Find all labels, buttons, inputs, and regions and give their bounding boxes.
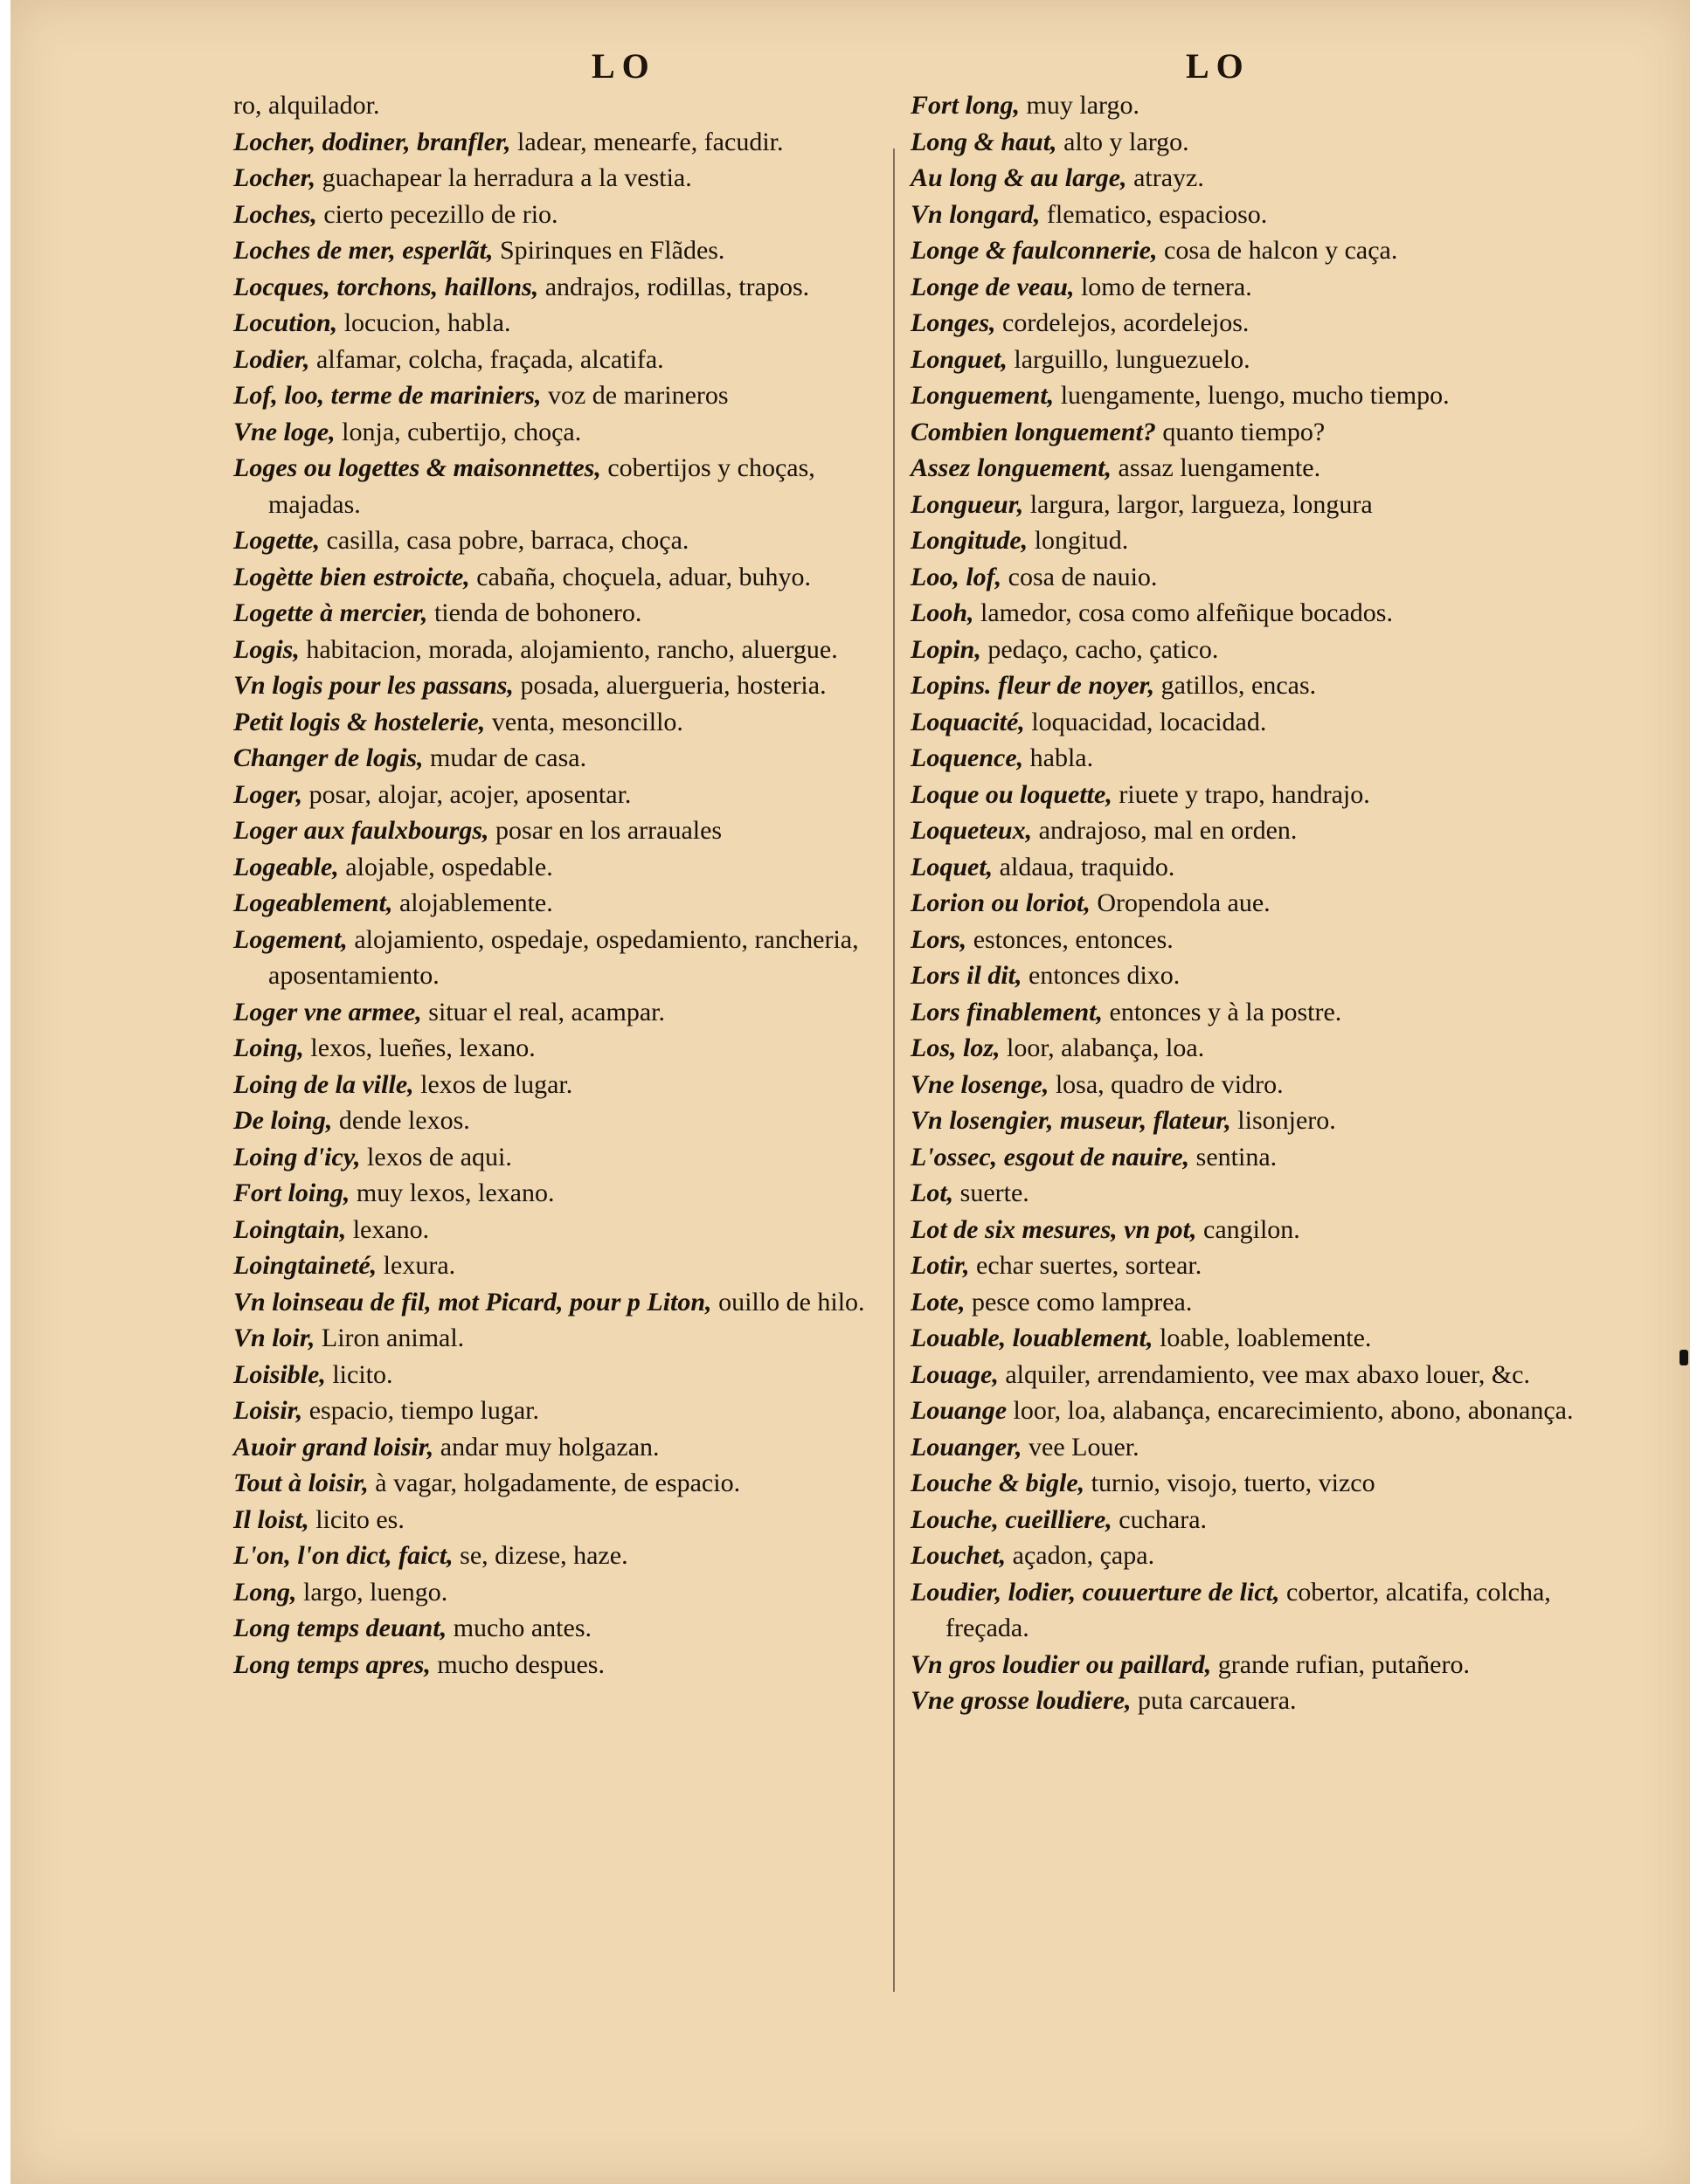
entry-definition: loor, alabança, loa. <box>1000 1033 1205 1062</box>
entry-term: Loisir, <box>233 1396 303 1425</box>
right-column <box>911 87 1575 1719</box>
dictionary-entry <box>233 1574 897 1611</box>
entry-definition: Liron animal. <box>315 1324 465 1352</box>
entry-term: Lof, loo, terme de mariniers, <box>233 381 542 410</box>
dictionary-entry <box>233 740 897 777</box>
entry-definition: cobertor, alcatifa, colcha, freçada. <box>945 1577 1551 1642</box>
entry-term: Loing d'icy, <box>233 1142 361 1171</box>
entry-term: Long & haut, <box>911 127 1057 156</box>
dictionary-entry <box>233 849 897 886</box>
entry-definition: lexura. <box>377 1251 456 1280</box>
entry-definition: atrayz. <box>1126 163 1204 192</box>
entry-term: Vn loinseau de fil, mot Picard, pour p Liton, <box>233 1287 712 1317</box>
dictionary-entry <box>233 559 897 596</box>
dictionary-entry <box>911 1102 1575 1139</box>
dictionary-entry <box>911 1067 1575 1103</box>
entry-term: Lopin, <box>911 634 981 664</box>
dictionary-entry <box>233 197 897 233</box>
entry-term: Au long & au large, <box>911 163 1127 192</box>
entry-definition: habla. <box>1023 743 1094 772</box>
dictionary-entry <box>233 704 897 741</box>
dictionary-entry <box>233 812 897 849</box>
entry-term: Lopins. fleur de noyer, <box>911 671 1155 700</box>
entry-term: Loisible, <box>233 1359 326 1389</box>
dictionary-entry <box>911 342 1575 378</box>
dictionary-entry <box>233 124 897 161</box>
entry-term: Loger aux faulxbourgs, <box>233 816 489 845</box>
dictionary-entry <box>233 232 897 269</box>
entry-definition: largura, largor, largueza, longura <box>1023 489 1373 519</box>
dictionary-entry <box>911 87 1575 124</box>
dictionary-entry <box>233 1610 897 1647</box>
entry-definition: voz de marineros <box>541 381 729 410</box>
entry-definition: lisonjero. <box>1230 1106 1336 1135</box>
entry-term: Logement, <box>233 924 348 954</box>
column-rule <box>893 149 895 1992</box>
entry-term: Lorion ou loriot, <box>911 888 1091 917</box>
entry-term: Loing, <box>233 1033 304 1062</box>
dictionary-entry <box>911 1393 1575 1429</box>
dictionary-entry <box>233 922 897 994</box>
dictionary-entry <box>911 124 1575 161</box>
entry-term: Los, loz, <box>911 1033 1001 1062</box>
entry-term: Longuement, <box>911 381 1055 410</box>
dictionary-entry <box>911 1574 1575 1647</box>
entry-definition: lamedor, cosa como alfeñique bocados. <box>973 598 1393 627</box>
dictionary-entry <box>911 1284 1575 1321</box>
entry-definition: mucho despues. <box>430 1649 605 1679</box>
entry-term: Loquacité, <box>911 707 1025 736</box>
entry-definition: estonces, entonces. <box>966 924 1174 954</box>
entry-definition: sentina. <box>1189 1142 1278 1171</box>
entry-definition: ro, alquilador. <box>233 91 380 120</box>
entry-term: Lors finablement, <box>911 997 1104 1026</box>
dictionary-entry <box>233 377 897 414</box>
dictionary-entry <box>233 414 897 451</box>
dictionary-entry <box>233 1393 897 1429</box>
dictionary-entry <box>233 269 897 306</box>
entry-term: Louange <box>911 1396 1008 1425</box>
entry-definition: Oropendola aue. <box>1090 888 1271 917</box>
dictionary-entry <box>911 1465 1575 1502</box>
running-head-left: LO <box>592 46 656 86</box>
entry-term: Locher, dodiner, branfler, <box>233 127 511 156</box>
dictionary-entry <box>233 1320 897 1357</box>
dictionary-entry <box>911 487 1575 523</box>
entry-term: Loingtaineté, <box>233 1251 377 1280</box>
dictionary-entry <box>233 667 897 704</box>
entry-definition: cuchara. <box>1112 1504 1208 1534</box>
entry-definition: ladear, menearfe, facudir. <box>510 127 784 156</box>
entry-definition: açadon, çapa. <box>1006 1541 1155 1570</box>
entry-term: Loger, <box>233 779 303 809</box>
entry-definition: posar en los arrauales <box>488 816 723 845</box>
entry-definition: guachapear la herradura a la vestia. <box>315 163 692 192</box>
entry-definition: ouillo de hilo. <box>711 1287 865 1317</box>
entry-definition: licito es. <box>308 1504 405 1534</box>
entry-term: Longe de veau, <box>911 272 1075 301</box>
entry-definition: andrajoso, mal en orden. <box>1032 816 1298 845</box>
entry-term: Lot, <box>911 1178 954 1207</box>
entry-definition: habitacion, morada, alojamiento, rancho, aluergue. <box>299 634 838 664</box>
entry-term: Lodier, <box>233 344 310 374</box>
dictionary-entry <box>911 1248 1575 1284</box>
entry-term: Vn gros loudier ou paillard, <box>911 1649 1212 1679</box>
entry-term: Loquet, <box>911 852 994 881</box>
entry-definition: alojable, ospedable. <box>338 852 553 881</box>
entry-term: L'on, l'on dict, faict, <box>233 1541 454 1570</box>
entry-term: Loingtain, <box>233 1214 347 1244</box>
dictionary-entry <box>233 1175 897 1212</box>
entry-definition: quanto tiempo? <box>1155 417 1326 446</box>
dictionary-entry <box>233 1102 897 1139</box>
dictionary-entry <box>233 522 897 559</box>
left-column <box>233 87 897 1683</box>
dictionary-entry <box>233 87 897 124</box>
entry-definition: locucion, habla. <box>337 308 511 337</box>
entry-definition: lomo de ternera. <box>1074 272 1252 301</box>
dictionary-entry <box>911 704 1575 741</box>
entry-definition: larguillo, lunguezuelo. <box>1007 344 1250 374</box>
entry-term: Loquence, <box>911 743 1024 772</box>
dictionary-entry <box>911 1212 1575 1248</box>
entry-definition: cangilon. <box>1196 1214 1300 1244</box>
entry-definition: largo, luengo. <box>296 1577 448 1607</box>
entry-term: Louable, louablement, <box>911 1324 1153 1352</box>
entry-term: Louanger, <box>911 1432 1022 1462</box>
dictionary-entry <box>233 1248 897 1284</box>
entry-term: Locques, torchons, haillons, <box>233 272 539 301</box>
entry-definition: riuete y trapo, handrajo. <box>1112 779 1370 809</box>
entry-term: Longitude, <box>911 526 1029 555</box>
entry-definition: lexano. <box>346 1214 430 1244</box>
dictionary-entry <box>911 1139 1575 1176</box>
dictionary-entry <box>911 414 1575 451</box>
dictionary-entry <box>233 1030 897 1067</box>
dictionary-entry <box>233 342 897 378</box>
entry-term: Vn longard, <box>911 199 1041 229</box>
entry-definition: muy lexos, lexano. <box>350 1178 555 1207</box>
dictionary-entry <box>911 377 1575 414</box>
entry-definition: grande rufian, putañero. <box>1211 1649 1470 1679</box>
entry-term: Fort long, <box>911 91 1021 120</box>
dictionary-entry <box>911 994 1575 1031</box>
entry-definition: loable, loablemente. <box>1153 1324 1372 1352</box>
dictionary-entry <box>233 1502 897 1538</box>
dictionary-entry <box>911 559 1575 596</box>
dictionary-entry <box>911 740 1575 777</box>
entry-definition: losa, quadro de vidro. <box>1049 1069 1284 1099</box>
entry-definition: pedaço, cacho, çatico. <box>980 634 1219 664</box>
dictionary-entry <box>911 957 1575 994</box>
entry-definition: alto y largo. <box>1056 127 1189 156</box>
dictionary-entry <box>911 1683 1575 1719</box>
entry-definition: lonja, cubertijo, choça. <box>335 417 582 446</box>
entry-term: Assez longuement, <box>911 453 1112 482</box>
dictionary-entry <box>233 1465 897 1502</box>
dictionary-entry <box>233 1538 897 1574</box>
dictionary-entry <box>911 160 1575 197</box>
entry-definition: vee Louer. <box>1022 1432 1139 1462</box>
dictionary-entry <box>911 667 1575 704</box>
entry-definition: loquacidad, locacidad. <box>1024 707 1267 736</box>
entry-definition: casilla, casa pobre, barraca, choça. <box>320 526 689 555</box>
entry-term: Longe & faulconnerie, <box>911 236 1158 265</box>
entry-term: Vne grosse loudiere, <box>911 1686 1132 1715</box>
entry-term: Tout à loisir, <box>233 1469 369 1497</box>
dictionary-entry <box>911 1357 1575 1393</box>
entry-definition: aldaua, traquido. <box>993 852 1175 881</box>
dictionary-entry <box>233 632 897 668</box>
entry-definition: cordelejos, acordelejos. <box>995 308 1250 337</box>
dictionary-entry <box>233 885 897 922</box>
entry-definition: situar el real, acampar. <box>421 997 665 1026</box>
dictionary-entry <box>911 777 1575 813</box>
entry-term: Petit logis & hostelerie, <box>233 707 486 736</box>
entry-term: Longes, <box>911 308 996 337</box>
dictionary-entry <box>911 1175 1575 1212</box>
entry-definition: posada, aluergueria, hosteria. <box>513 671 827 700</box>
dictionary-entry <box>233 994 897 1031</box>
entry-definition: cabaña, choçuela, aduar, buhyo. <box>469 562 812 591</box>
dictionary-entry <box>233 777 897 813</box>
margin-mark <box>1680 1350 1688 1365</box>
entry-term: Long, <box>233 1577 297 1607</box>
entry-definition: licito. <box>325 1359 393 1389</box>
entry-definition: cosa de nauio. <box>1001 562 1158 591</box>
dictionary-entry <box>233 1357 897 1393</box>
entry-term: L'ossec, esgout de nauire, <box>911 1142 1190 1171</box>
entry-definition: mucho antes. <box>447 1614 592 1642</box>
entry-term: Loo, lof, <box>911 562 1002 591</box>
entry-term: Logètte bien estroicte, <box>233 562 470 591</box>
entry-definition: alquiler, arrendamiento, vee max abaxo louer, &c. <box>998 1359 1531 1389</box>
entry-definition: longitud. <box>1028 526 1129 555</box>
dictionary-entry <box>233 450 897 522</box>
entry-definition: se, dizese, haze. <box>453 1541 628 1570</box>
entry-term: Longuet, <box>911 344 1008 374</box>
entry-definition: alfamar, colcha, fraçada, alcatifa. <box>309 344 664 374</box>
entry-definition: à vagar, holgadamente, de espacio. <box>368 1469 741 1497</box>
entry-term: Long temps apres, <box>233 1649 431 1679</box>
entry-definition: mudar de casa. <box>423 743 587 772</box>
entry-definition: entonces dixo. <box>1022 961 1181 990</box>
entry-term: Loches, <box>233 199 317 229</box>
dictionary-entry <box>911 232 1575 269</box>
entry-term: Loches de mer, esperlãt, <box>233 236 494 265</box>
entry-definition: pesce como lamprea. <box>965 1287 1193 1317</box>
entry-definition: turnio, visojo, tuerto, vizco <box>1084 1469 1375 1497</box>
dictionary-entry <box>911 1030 1575 1067</box>
dictionary-entry <box>911 522 1575 559</box>
entry-definition: lexos, lueñes, lexano. <box>303 1033 536 1062</box>
entry-definition: cobertijos y choças, majadas. <box>268 453 815 519</box>
entry-term: Vn logis pour les passans, <box>233 671 514 700</box>
entry-term: Lote, <box>911 1287 966 1317</box>
entry-definition: lexos de lugar. <box>413 1069 573 1099</box>
entry-term: Looh, <box>911 598 974 627</box>
dictionary-entry <box>911 595 1575 632</box>
entry-term: Louage, <box>911 1359 999 1389</box>
entry-definition: flematico, espacioso. <box>1040 199 1268 229</box>
dictionary-entry <box>233 595 897 632</box>
dictionary-entry <box>911 197 1575 233</box>
dictionary-entry <box>911 1502 1575 1538</box>
entry-term: Logeablement, <box>233 888 393 917</box>
dictionary-entry <box>233 1647 897 1683</box>
entry-term: Logis, <box>233 634 300 664</box>
dictionary-page <box>10 0 1690 2184</box>
entry-definition: gatillos, encas. <box>1154 671 1317 700</box>
entry-term: Loger vne armee, <box>233 997 422 1026</box>
dictionary-entry <box>911 1647 1575 1683</box>
dictionary-entry <box>233 1067 897 1103</box>
entry-term: Vn losengier, museur, flateur, <box>911 1106 1231 1135</box>
entry-term: Louchet, <box>911 1541 1007 1570</box>
entry-term: Il loist, <box>233 1504 309 1534</box>
entry-term: Loqueteux, <box>911 816 1033 845</box>
entry-definition: cosa de halcon y caça. <box>1157 236 1398 265</box>
dictionary-entry <box>911 632 1575 668</box>
entry-term: Lors, <box>911 924 967 954</box>
entry-term: Louche & bigle, <box>911 1469 1085 1497</box>
dictionary-entry <box>233 1284 897 1321</box>
entry-term: Combien longuement? <box>911 417 1156 446</box>
entry-term: Loudier, lodier, couuerture de lict, <box>911 1577 1280 1607</box>
dictionary-entry <box>911 1538 1575 1574</box>
entry-term: Logette, <box>233 526 321 555</box>
entry-term: Vne loge, <box>233 417 336 446</box>
entry-definition: luengamente, luengo, mucho tiempo. <box>1054 381 1450 410</box>
entry-term: Fort loing, <box>233 1178 350 1207</box>
entry-term: Lot de six mesures, vn pot, <box>911 1214 1197 1244</box>
entry-definition: Spirinques en Flãdes. <box>493 236 725 265</box>
entry-definition: alojamiento, ospedaje, ospedamiento, rancheria, aposentamiento. <box>268 924 859 990</box>
entry-term: Louche, cueilliere, <box>911 1504 1112 1534</box>
entry-definition: espacio, tiempo lugar. <box>302 1396 539 1425</box>
dictionary-entry <box>911 450 1575 487</box>
entry-definition: dende lexos. <box>332 1106 470 1135</box>
entry-definition: puta carcauera. <box>1131 1686 1297 1715</box>
entry-definition: andrajos, rodillas, trapos. <box>538 272 810 301</box>
dictionary-entry <box>911 1320 1575 1357</box>
entry-term: Loges ou logettes & maisonnettes, <box>233 453 601 482</box>
entry-definition: andar muy holgazan. <box>433 1432 660 1462</box>
dictionary-entry <box>233 1139 897 1176</box>
entry-term: De loing, <box>233 1106 333 1135</box>
entry-term: Longueur, <box>911 489 1024 519</box>
entry-term: Vn loir, <box>233 1324 315 1352</box>
entry-term: Vne losenge, <box>911 1069 1049 1099</box>
entry-term: Lors il dit, <box>911 961 1022 990</box>
entry-definition: venta, mesoncillo. <box>485 707 683 736</box>
entry-definition: tienda de bohonero. <box>427 598 642 627</box>
entry-term: Long temps deuant, <box>233 1614 447 1642</box>
dictionary-entry <box>233 1212 897 1248</box>
dictionary-entry <box>911 269 1575 306</box>
dictionary-entry <box>911 305 1575 342</box>
dictionary-entry <box>233 160 897 197</box>
entry-definition: lexos de aqui. <box>360 1142 512 1171</box>
dictionary-entry <box>233 305 897 342</box>
entry-term: Locution, <box>233 308 338 337</box>
running-head-right: LO <box>1186 46 1250 86</box>
entry-term: Locher, <box>233 163 316 192</box>
entry-definition: assaz luengamente. <box>1112 453 1321 482</box>
dictionary-entry <box>233 1429 897 1466</box>
dictionary-entry <box>911 922 1575 958</box>
entry-term: Logeable, <box>233 852 339 881</box>
entry-definition: alojablemente. <box>392 888 553 917</box>
entry-definition: suerte. <box>953 1178 1029 1207</box>
entry-definition: cierto pecezillo de rio. <box>316 199 558 229</box>
dictionary-entry <box>911 1429 1575 1466</box>
entry-term: Loing de la ville, <box>233 1069 414 1099</box>
entry-definition: muy largo. <box>1020 91 1139 120</box>
entry-term: Auoir grand loisir, <box>233 1432 434 1462</box>
entry-term: Lotir, <box>911 1251 970 1280</box>
dictionary-entry <box>911 885 1575 922</box>
dictionary-entry <box>911 849 1575 886</box>
dictionary-entry <box>911 812 1575 849</box>
entry-definition: loor, loa, alabança, encarecimiento, abono, abonança. <box>1007 1396 1574 1425</box>
entry-definition: posar, alojar, acojer, aposentar. <box>302 779 632 809</box>
entry-term: Changer de logis, <box>233 743 424 772</box>
entry-definition: echar suertes, sortear. <box>969 1251 1202 1280</box>
entry-term: Loque ou loquette, <box>911 779 1112 809</box>
entry-definition: entonces y à la postre. <box>1103 997 1342 1026</box>
entry-term: Logette à mercier, <box>233 598 428 627</box>
